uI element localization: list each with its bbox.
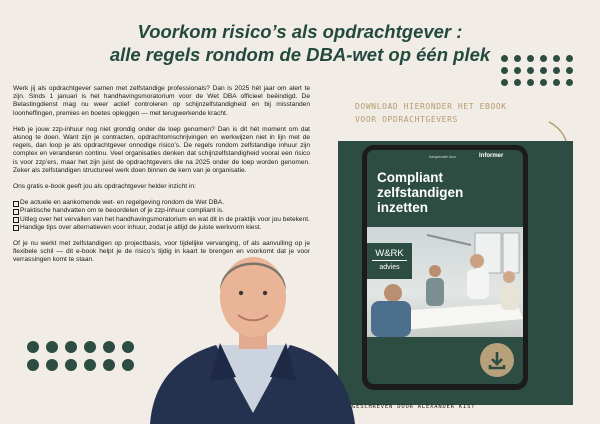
publisher-label: Aangeboden door bbox=[429, 155, 456, 159]
closing-paragraph: Of je nu werkt met zelfstandigen op projectbasis, voor tijdelijke vervanging, of als aanvulling op je flexibele schil — dit e-book helpt je de risico’s tijdig in kaart te brengen en voorkomt dat je voor verrassingen komt te staan. bbox=[13, 240, 310, 264]
intro-paragraph: Werk jij als opdrachtgever samen met zelfstandige professionals? Dan is 2025 hét jaar om alert te zijn. Sinds 1 januari is het handhavingsmoratorium voor de Wet DBA officieel beëindigd. De Belastingdienst mag nu weer actief controleren op schijnzelfstandigheid en bij misstanden loonheffingen, premies en boetes opleggen — met terugwerkende kracht. bbox=[13, 85, 310, 117]
title-line-2: alle regels rondom de DBA-wet op één plek bbox=[109, 44, 491, 65]
download-icon bbox=[480, 343, 514, 377]
werk-advies-logo bbox=[367, 243, 412, 279]
office-meeting-photo bbox=[367, 227, 523, 337]
ebook-cover[interactable] bbox=[367, 150, 523, 384]
benefits-list bbox=[13, 199, 310, 232]
informer-logo: Informer bbox=[479, 153, 504, 159]
list-item: Handige tips over alternatieven voor inhuur, zodat je altijd de juiste werkvorm kiest. bbox=[13, 224, 310, 232]
list-item: Praktische handvatten om te beoordelen of je zzp-inhuur compliant is. bbox=[13, 207, 310, 215]
ebook-title bbox=[377, 170, 463, 215]
ebook-intro-paragraph: Ons gratis e-book geeft jou als opdrachtgever helder inzicht in: bbox=[13, 183, 196, 191]
download-callout bbox=[355, 100, 555, 126]
ebook-title-line-2: zelfstandigen bbox=[377, 185, 464, 200]
list-item: De actuele en aankomende wet- en regelgeving rondom de Wet DBA. bbox=[13, 199, 310, 207]
risk-paragraph: Heb je jouw zzp-inhuur nog niet grondig onder de loep genomen? Dan is dit hét moment om dat alsnog te doen. Want zijn je contracten, opdrachtomschrijvingen en werkwijzen niet in lijn met de regels, dan loop je als opdrachtgever onnodige risico’s. De regels rondom zelfstandige inhuur zijn complex en veranderen continu. Veel organisaties denken dat schijnzelfstandigheid vooral een risico is voor zzp’ers, maar het zijn juist de opdrachtgevers die na 2025 onder de loep worden genomen. Zeker als zelfstandigen structureel werk doen binnen de kern van je organisatie. bbox=[13, 125, 310, 174]
werk-advies-logo-sub: advies bbox=[372, 260, 407, 274]
download-callout-line-1: DOWNLOAD HIERONDER HET EBOOK bbox=[355, 102, 507, 111]
werk-advies-logo-top: W&RK bbox=[375, 248, 404, 259]
author-credit: GESCHREVEN DOOR ALEXANDER KIST bbox=[352, 404, 476, 410]
decorative-dot-grid-top bbox=[501, 55, 573, 86]
ebook-title-line-3: inzetten bbox=[377, 200, 429, 215]
download-button[interactable] bbox=[480, 343, 514, 377]
author-photo bbox=[150, 245, 355, 424]
title-line-1: Voorkom risico’s als opdrachtgever : bbox=[137, 21, 463, 42]
list-item: Uitleg over het vervallen van het handhavingsmoratorium en wat dit in de praktijk voor jou betekent. bbox=[13, 216, 310, 224]
decorative-dot-grid-bottom bbox=[27, 341, 134, 371]
ebook-title-line-1: Compliant bbox=[377, 170, 443, 185]
download-callout-line-2: VOOR OPDRACHTGEVERS bbox=[355, 115, 458, 124]
